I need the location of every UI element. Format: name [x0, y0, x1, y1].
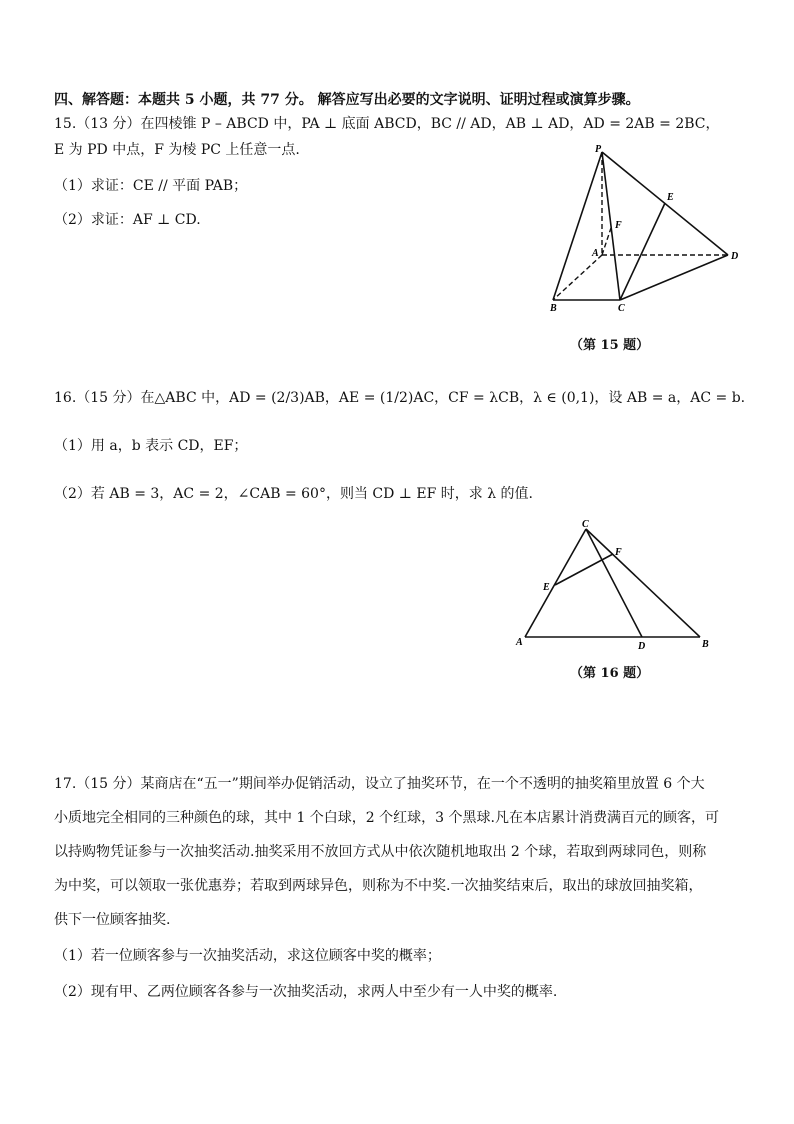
q15-label-F: F	[615, 220, 622, 231]
q15-label-E: E	[667, 192, 674, 203]
q15-part-1: （1）求证：CE // 平面 PAB；	[54, 178, 248, 194]
q17-stem-line-3: 以持购物凭证参与一次抽奖活动.抽奖采用不放回方式从中依次随机地取出 2 个球，若取到两球同色，则称	[54, 844, 707, 860]
q16-triangle-figure	[510, 515, 720, 655]
q16-label-C: C	[582, 519, 589, 530]
q15-pyramid-figure	[540, 140, 750, 320]
q16-part-2: （2）若 AB = 3，AC = 2，∠CAB = 60°，则当 CD ⊥ EF 时，求 λ 的值.	[54, 486, 534, 502]
q15-label-C: C	[618, 303, 625, 314]
q17-stem-line-1: 17.（15 分）某商店在“五一”期间举办促销活动，设立了抽奖环节，在一个不透明的抽奖箱里放置 6 个大	[54, 776, 705, 792]
q16-label-D: D	[638, 641, 646, 652]
q16-part-1: （1）用 a，b 表示 CD，EF；	[54, 438, 248, 454]
q16-label-E: E	[543, 582, 550, 593]
q15-label-D: D	[731, 251, 739, 262]
q15-stem-line-2: E 为 PD 中点，F 为棱 PC 上任意一点.	[54, 142, 300, 158]
q17-stem-line-5: 供下一位顾客抽奖.	[54, 912, 171, 928]
q16-stem-line-1: 16.（15 分）在△ABC 中，AD = (2/3)AB，AE = (1/2)AC，CF = λCB，λ ∈ (0,1)，设 AB = a，AC = b.	[54, 390, 746, 406]
q15-label-A: A	[592, 248, 599, 259]
q17-stem-line-2: 小质地完全相同的三种颜色的球，其中 1 个白球，2 个红球，3 个黑球.凡在本店累计消费满百元的顾客，可	[54, 810, 719, 826]
q15-caption: （第 15 题）	[570, 338, 650, 353]
q15-label-P: P	[595, 144, 602, 155]
q16-label-A: A	[516, 637, 523, 648]
q16-label-B: B	[702, 639, 709, 650]
q15-part-2: （2）求证：AF ⊥ CD.	[54, 212, 201, 228]
q17-stem-line-4: 为中奖，可以领取一张优惠券；若取到两球异色，则称为不中奖.一次抽奖结束后，取出的球放回抽奖箱，	[54, 878, 703, 894]
section-heading: 四、解答题：本题共 5 小题，共 77 分。 解答应写出必要的文字说明、证明过程或演算步骤。	[54, 92, 640, 108]
q15-stem-line-1: 15.（13 分）在四棱锥 P – ABCD 中，PA ⊥ 底面 ABCD，BC // AD，AB ⊥ AD，AD = 2AB = 2BC，	[54, 116, 720, 132]
q15-label-B: B	[550, 303, 557, 314]
q17-part-2: （2）现有甲、乙两位顾客各参与一次抽奖活动，求两人中至少有一人中奖的概率.	[54, 984, 558, 1000]
q16-caption: （第 16 题）	[570, 666, 650, 681]
q16-label-F: F	[615, 547, 622, 558]
q17-part-1: （1）若一位顾客参与一次抽奖活动，求这位顾客中奖的概率；	[54, 948, 441, 964]
